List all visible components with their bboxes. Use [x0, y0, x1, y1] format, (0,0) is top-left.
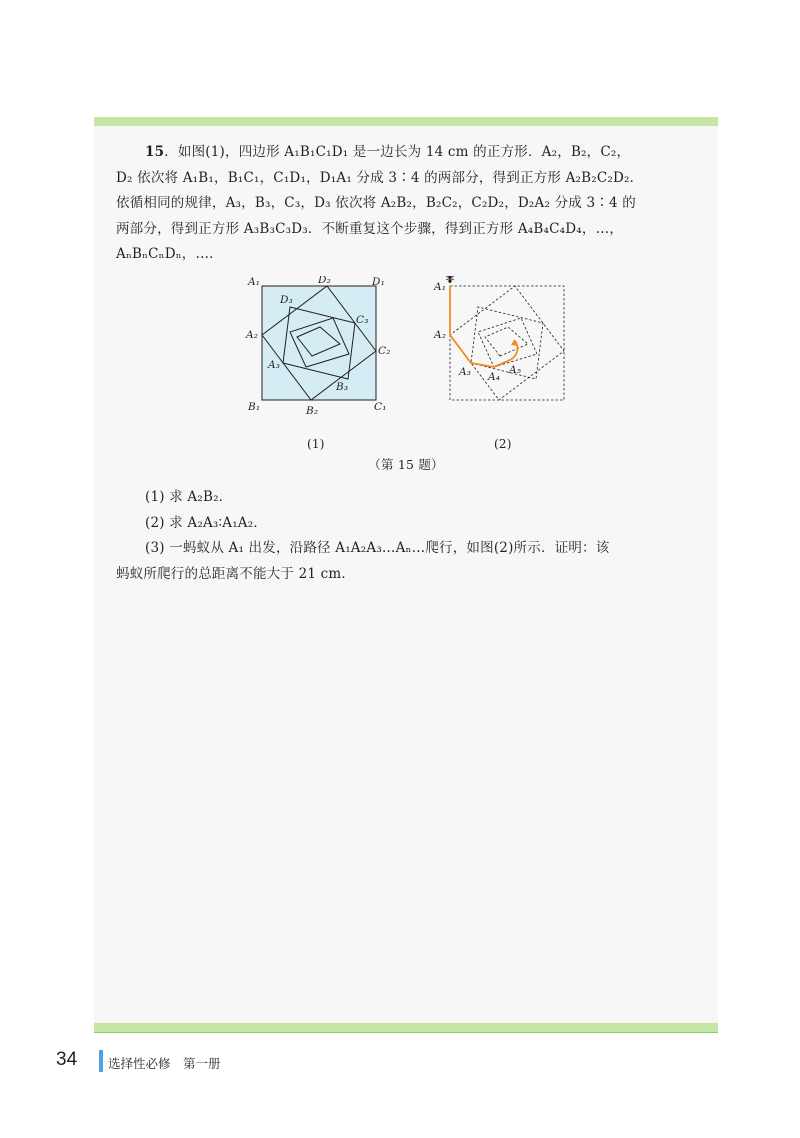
book-title: 选择性必修 第一册: [108, 1056, 221, 1071]
label-a1: A₁: [248, 275, 261, 288]
label-a4: A₄: [488, 370, 501, 383]
figures: [116, 276, 696, 452]
label-c1: C₁: [374, 400, 387, 413]
problem-line-1: 15．如图(1)，四边形 A₁B₁C₁D₁ 是一边长为 14 cm 的正方形．A₂，B₂，C₂，: [145, 144, 631, 160]
label-b2: B₂: [306, 404, 319, 417]
ant-path: [450, 286, 517, 367]
figure-1-caption: (1): [307, 436, 325, 451]
label-d1: D₁: [372, 275, 386, 288]
problem-content: [116, 140, 696, 587]
question-3-continued: 蚂蚁所爬行的总距离不能大于 21 cm．: [116, 565, 356, 582]
figure-caption: （第 15 题）: [368, 456, 444, 472]
label-a3: A₃: [459, 365, 472, 378]
problem-number: 15: [145, 144, 165, 160]
problem-line-2: D₂ 依次将 A₁B₁，B₁C₁，C₁D₁，D₁A₁ 分成 3∶4 的两部分，得到正方形 A₂B₂C₂D₂．: [116, 169, 644, 186]
label-a2: A₂: [246, 328, 259, 341]
label-b1: B₁: [248, 400, 261, 413]
question-1: (1) 求 A₂B₂．: [145, 489, 233, 505]
figure-2-spiral: [432, 276, 582, 426]
label-a1: A₁: [434, 280, 447, 293]
question-2: (2) 求 A₂A₃∶A₁A₂．: [145, 514, 268, 531]
problem-line-3: 依循相同的规律，A₃，B₃，C₃，D₃ 依次将 A₂B₂，B₂C₂，C₂D₂，D₂A₂ 分成 3∶4 的: [116, 195, 636, 211]
question-3: (3) 一蚂蚁从 A₁ 出发，沿路径 A₁A₂A₃…Aₙ…爬行，如图(2)所示．证明：该: [145, 540, 610, 556]
label-c3: C₃: [356, 313, 369, 326]
label-c2: C₂: [378, 344, 391, 357]
label-d2: D₂: [318, 275, 332, 286]
problem-line-4: 两部分，得到正方形 A₃B₃C₃D₃．不断重复这个步骤，得到正方形 A₄B₄C₄D₄，…，: [116, 220, 624, 237]
bottom-rule: [94, 1032, 718, 1033]
top-green-band: [94, 117, 718, 126]
figure-1-squares: [244, 276, 394, 426]
figure-2-caption: (2): [494, 436, 512, 451]
label-a3: A₃: [268, 358, 281, 371]
label-a2: A₂: [434, 328, 447, 341]
label-a5: A₅: [509, 363, 522, 376]
label-b3: B₃: [336, 380, 349, 393]
problem-line-5: AₙBₙCₙDₙ，…．: [116, 246, 223, 262]
label-d3: D₃: [280, 293, 294, 306]
page-number: 34: [56, 1049, 78, 1070]
ant-icon: [446, 276, 454, 283]
footer-accent-bar: [99, 1050, 103, 1072]
bottom-green-band: [94, 1023, 718, 1032]
